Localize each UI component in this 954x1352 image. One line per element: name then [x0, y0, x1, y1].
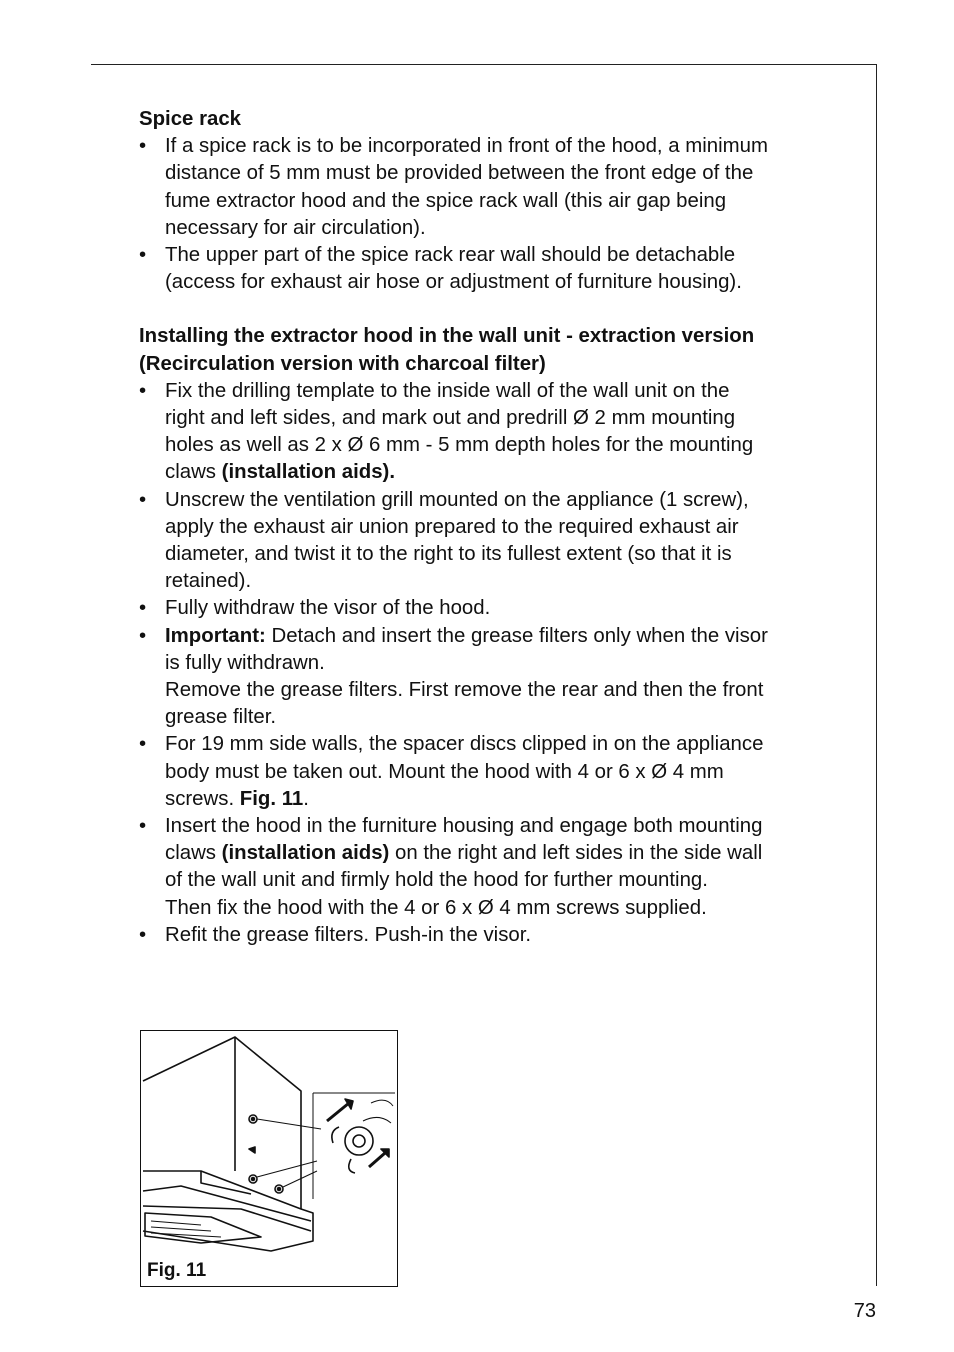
cabinet-top-edge — [143, 1037, 301, 1209]
leader-lines — [257, 1119, 321, 1187]
inset-frame — [313, 1093, 395, 1199]
text-run: claws — [165, 842, 222, 865]
section-installing-hood — [139, 323, 839, 949]
list-item — [139, 595, 839, 622]
list-item — [139, 813, 839, 922]
claw-curve — [332, 1127, 339, 1143]
list-item — [139, 133, 839, 242]
text-line: necessary for air circulation). — [165, 216, 426, 239]
text-line — [165, 786, 839, 813]
top-rule — [91, 64, 877, 65]
text-line: of the wall unit and firmly hold the hood for further mounting. — [165, 869, 708, 892]
list-item — [139, 242, 839, 296]
screw-hole-center — [252, 1118, 255, 1121]
arrow-shaft — [327, 1103, 349, 1121]
document-body — [139, 106, 839, 949]
heading-line: (Recirculation version with charcoal filter) — [139, 352, 546, 375]
text-line: body must be taken out. Mount the hood with 4 or 6 x Ø 4 mm — [165, 760, 724, 783]
template-mark — [249, 1147, 255, 1153]
text-line: retained). — [165, 570, 252, 593]
text-line: right and left sides, and mark out and predrill Ø 2 mm mounting — [165, 407, 736, 430]
bold-reference: Fig. 11 — [239, 787, 304, 810]
text-line — [165, 623, 839, 650]
text-run: . — [303, 787, 309, 810]
text-line: • The upper part of the spice rack rear wall should be detachable — [165, 244, 736, 267]
text-line: holes as well as 2 x Ø 6 mm - 5 mm depth holes for the mounting — [165, 434, 754, 457]
bullet-list — [139, 378, 839, 949]
text-line: • Fix the drilling template to the inside wall of the wall unit on the — [165, 379, 730, 402]
hood-visor-line — [143, 1206, 311, 1231]
screw-hole-center — [278, 1188, 281, 1191]
arrow-shaft — [369, 1153, 385, 1167]
claw-disc — [345, 1127, 373, 1155]
claw-hub — [353, 1135, 365, 1147]
section-heading — [139, 323, 839, 377]
section-spice-rack — [139, 106, 839, 296]
list-item — [139, 378, 839, 487]
figure-11 — [140, 1030, 398, 1287]
bold-reference: (installation aids). — [221, 461, 396, 484]
text-line: • For 19 mm side walls, the spacer discs clipped in on the appliance — [165, 733, 764, 756]
section-heading — [139, 106, 839, 133]
text-line: Remove the grease filters. First remove the rear and then the front — [165, 679, 764, 702]
right-rule — [876, 64, 877, 1286]
hood-mounting-illustration — [141, 1031, 397, 1286]
figure-caption: Fig. 11 — [147, 1260, 207, 1281]
text-run: screws. — [165, 787, 235, 810]
text-run: on the right and left sides in the side wall — [389, 842, 763, 865]
text-line: (access for exhaust air hose or adjustment of furniture housing). — [165, 271, 742, 294]
heading-line: Spice rack — [139, 108, 242, 130]
text-line: • Insert the hood in the furniture housing and engage both mounting — [165, 815, 763, 838]
list-item — [139, 623, 839, 732]
page-number: 73 — [853, 1300, 876, 1322]
text-line: • Fully withdraw the visor of the hood. — [165, 597, 491, 620]
text-line: distance of 5 mm must be provided between the front edge of the — [165, 162, 754, 185]
list-item — [139, 731, 839, 813]
text-line: fume extractor hood and the spice rack wall (this air gap being — [165, 189, 727, 212]
list-item — [139, 922, 839, 949]
text-line — [165, 459, 839, 486]
screw-hole-center — [252, 1178, 255, 1181]
text-run: Detach and insert the grease filters only when the visor — [265, 624, 768, 647]
text-line: diameter, and twist it to the right to its fullest extent (so that it is — [165, 543, 732, 566]
text-line: • Unscrew the ventilation grill mounted on the appliance (1 screw), — [165, 488, 749, 511]
bold-reference: (installation aids) — [221, 842, 390, 865]
text-run: claws — [165, 461, 216, 484]
text-line — [165, 840, 839, 867]
heading-line: Installing the extractor hood in the wall unit - extraction version — [139, 325, 755, 348]
text-line: • Refit the grease filters. Push-in the visor. — [165, 923, 532, 946]
text-line: apply the exhaust air union prepared to the required exhaust air — [165, 515, 739, 538]
text-line: • If a spice rack is to be incorporated in front of the hood, a minimum — [165, 135, 768, 158]
hand-outline — [363, 1100, 393, 1123]
bullet-list — [139, 133, 839, 296]
text-line: Then fix the hood with the 4 or 6 x Ø 4 mm screws supplied. — [165, 896, 707, 919]
list-item — [139, 487, 839, 596]
text-line: is fully withdrawn. — [165, 651, 325, 674]
bold-label-important: Important: — [165, 624, 266, 647]
rotation-arrow — [349, 1159, 355, 1173]
text-line: grease filter. — [165, 706, 277, 729]
